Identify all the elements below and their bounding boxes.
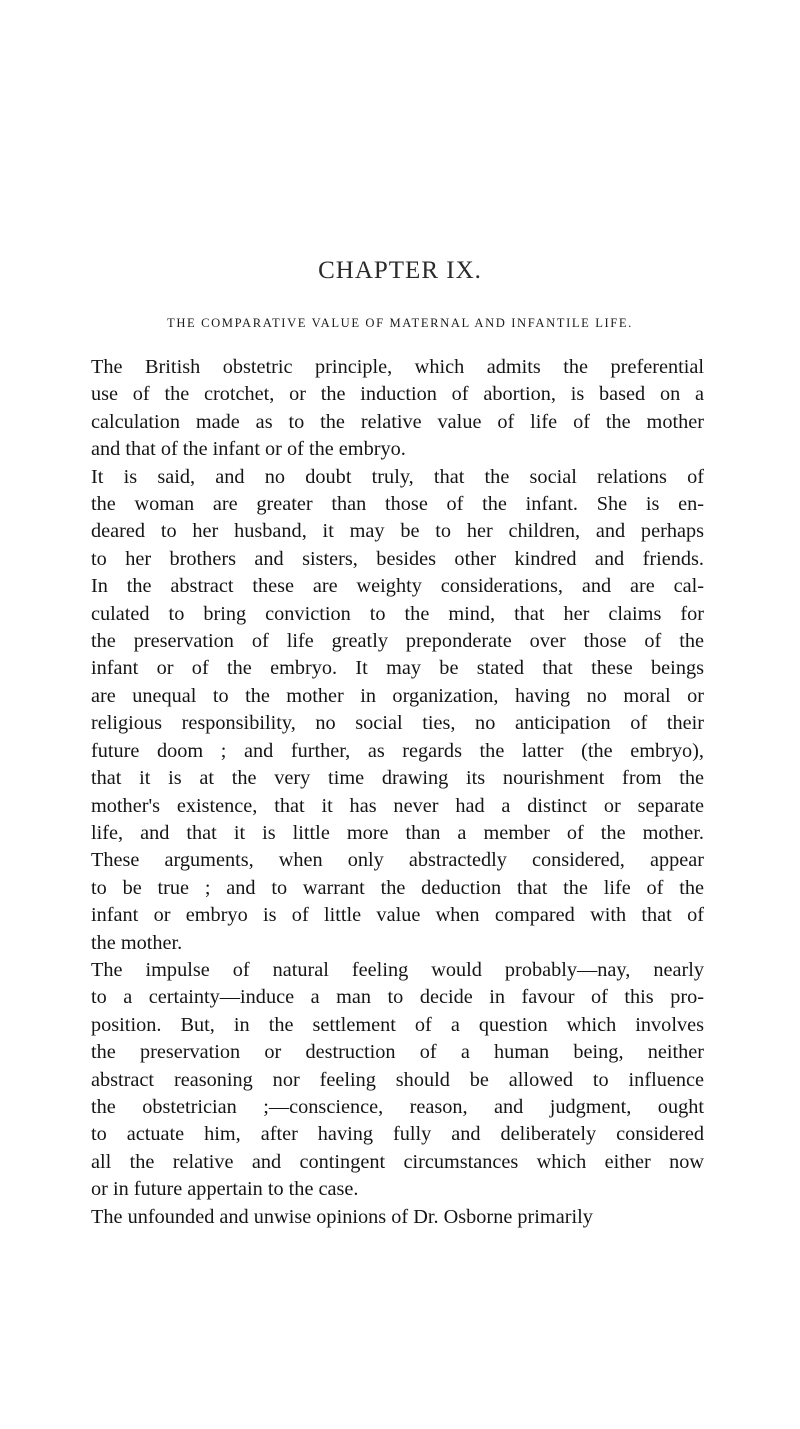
text-line: abstract reasoning nor feeling should be allowed to influence [91,1068,704,1091]
text-line: that it is at the very time drawing its nourishment from the [91,767,704,790]
text-line: position. But, in the settlement of a question which involves [91,1013,704,1036]
text-line: infant or of the embryo. It may be stated that these beings [91,657,704,680]
paragraph [91,354,704,464]
paragraph [91,464,704,957]
text-line: infant or embryo is of little value when compared with that of [91,904,704,927]
text-line: all the relative and contingent circumstances which either now [91,1150,704,1173]
body-text [91,354,704,1231]
text-line: The British obstetric principle, which admits the preferential [91,356,704,378]
text-line: the preservation or destruction of a human being, neither [91,1041,704,1064]
text-line: to her brothers and sisters, besides other kindred and friends. [91,547,704,570]
text-line: culated to bring conviction to the mind, that her claims for [91,602,704,625]
text-line: It is said, and no doubt truly, that the social relations of [91,465,704,488]
text-line: to a certainty—induce a man to decide in favour of this pro- [91,986,704,1009]
text-line: are unequal to the mother in organization, having no moral or [91,684,704,707]
text-line: use of the crotchet, or the induction of abortion, is based on a [91,383,704,406]
text-line: deared to her husband, it may be to her children, and perhaps [91,520,704,543]
text-line: mother's existence, that it has never had a distinct or separate [91,794,704,817]
text-line: or in future appertain to the case. [91,1178,359,1201]
text-line: The impulse of natural feeling would probably—nay, nearly [91,958,704,981]
text-line: to be true ; and to warrant the deduction that the life of the [91,876,704,899]
text-line: the preservation of life greatly preponderate over those of the [91,630,704,653]
text-line: the obstetrician ;—conscience, reason, and judgment, ought [91,1095,704,1118]
text-line: the mother. [91,931,183,954]
chapter-subtitle: THE COMPARATIVE VALUE OF MATERNAL AND INFANTILE LIFE. [167,316,633,330]
text-line: These arguments, when only abstractedly considered, appear [91,849,704,872]
text-line: calculation made as to the relative value of life of the mother [91,410,704,433]
text-line: In the abstract these are weighty considerations, and are cal- [91,575,704,598]
text-line: to actuate him, after having fully and deliberately considered [91,1123,704,1146]
text-line: religious responsibility, no social ties, no anticipation of their [91,712,704,735]
text-line: The unfounded and unwise opinions of Dr. Osborne primarily [91,1205,593,1228]
text-line: future doom ; and further, as regards the latter (the embryo), [91,739,704,762]
paragraph [91,957,704,1204]
text-line: the woman are greater than those of the infant. She is en- [91,493,704,516]
paragraph [91,1204,704,1231]
text-line: and that of the infant or of the embryo. [91,438,406,461]
text-line: life, and that it is little more than a member of the mother. [91,821,704,844]
chapter-title: CHAPTER IX. [318,257,482,284]
